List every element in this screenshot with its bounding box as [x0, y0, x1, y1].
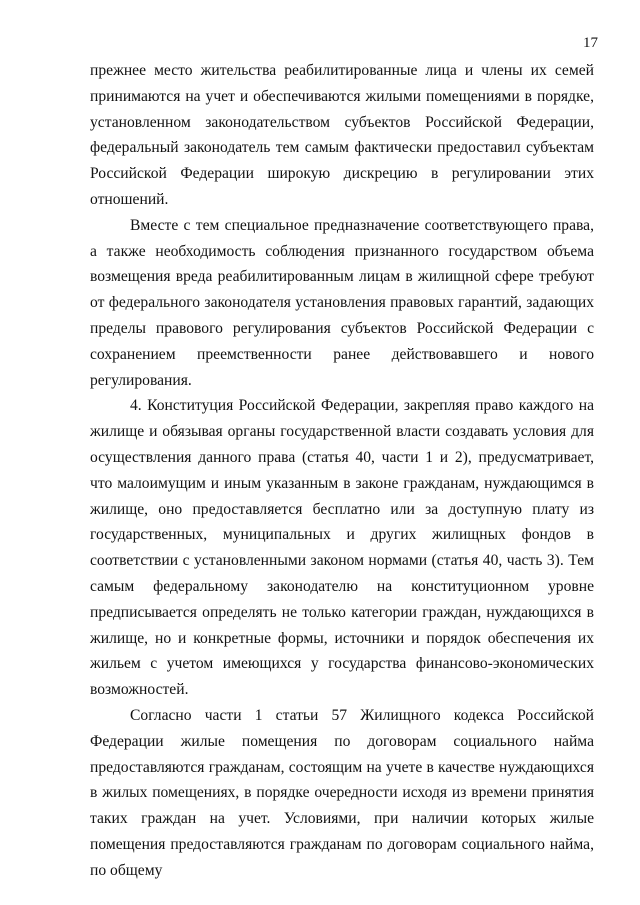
paragraph: Вместе с тем специальное предназначение соответствующего права, а также необходимость соблюдения признанного государством объема возмещения вреда реабилитированным лицам в жилищной сфере требуют от федерального законодателя установления правовых гарантий, задающих пределы правового регулирования субъектов Российской Федерации с сохранением преемственности ранее действовавшего и нового регулирования. — [90, 216, 594, 389]
paragraph: 4. Конституция Российской Федерации, закрепляя право каждого на жилище и обязывая органы государственной власти создавать условия для осуществления данного права (статья 40, части 1 и 2), предусматривает, что малоимущим и иным указанным в законе гражданам, нуждающимся в жилище, оно предоставляется бесплатно или за доступную плату из государственных, муниципальных и других жилищных фондов в соответствии с установленными законом нормами (статья 40, часть 3). Тем самым федеральному законодателю на конституционном уровне предписывается определять не только категории граждан, нуждающихся в жилище, но и конкретные формы, источники и порядок обеспечения их жильем с учетом имеющихся у государства финансово-экономических возможностей. — [90, 397, 594, 699]
paragraph: прежнее место жительства реабилитированные лица и члены их семей принимаются на учет и обеспечиваются жилыми помещениями в порядке, установленном законодательством субъектов Российской Федерации, федеральный законодатель тем самым фактически предоставил субъектам Российской Федерации широкую дискрецию в регулировании этих отношений. — [90, 62, 594, 208]
page-number: 17 — [583, 35, 598, 51]
paragraph: Согласно части 1 статьи 57 Жилищного кодекса Российской Федерации жилые помещения по договорам социального найма предоставляются гражданам, состоящим на учете в качестве нуждающихся в жилых помещениях, в порядке очередности исходя из времени принятия таких граждан на учет. Условиями, при наличии которых жилые помещения предоставляются гражданам по договорам социального найма, по общему — [90, 706, 594, 879]
document-body — [90, 58, 594, 884]
